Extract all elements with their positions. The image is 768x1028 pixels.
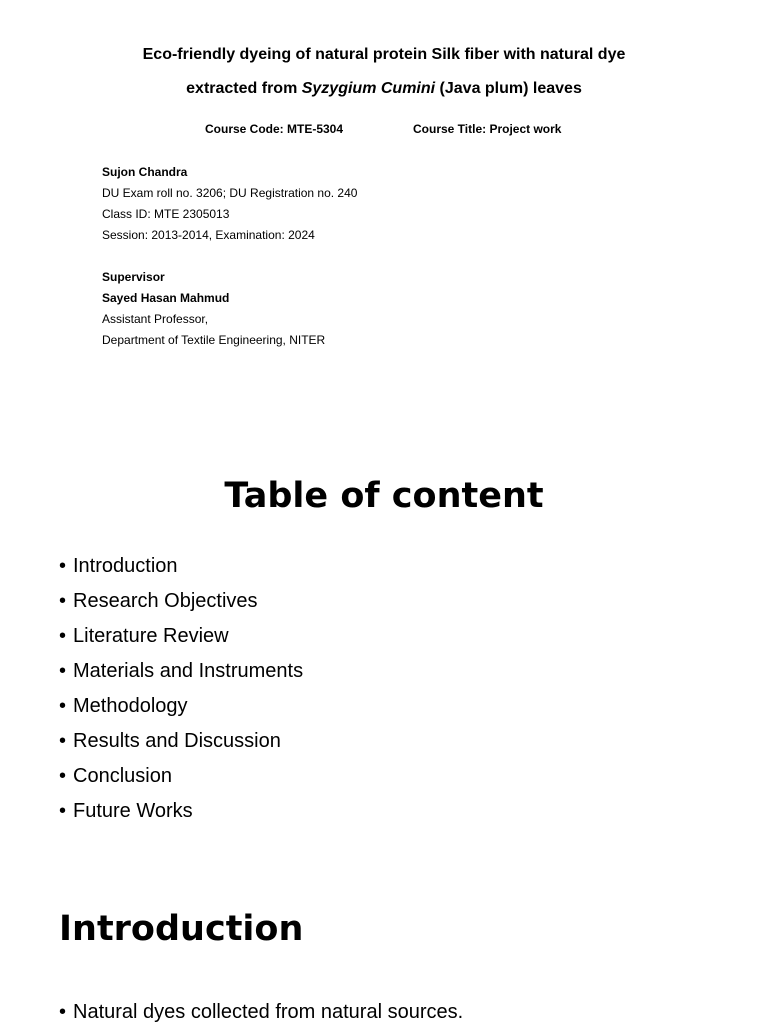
student-info <box>102 162 357 246</box>
toc-item-research-objectives <box>59 584 303 619</box>
toc-item-label: Methodology <box>73 695 188 717</box>
toc-item-results-and-discussion <box>59 724 303 759</box>
toc-item-label: Introduction <box>73 555 178 577</box>
bullet-icon: • <box>59 695 67 717</box>
introduction-heading: Introduction <box>59 909 304 949</box>
supervisor-label: Supervisor <box>102 270 165 284</box>
bullet-icon: • <box>59 730 67 752</box>
title-suffix: (Java plum) leaves <box>435 80 582 97</box>
toc-item-conclusion <box>59 759 303 794</box>
student-class-id: Class ID: MTE 2305013 <box>102 207 230 221</box>
toc-item-literature-review <box>59 619 303 654</box>
bullet-icon: • <box>59 765 67 787</box>
toc-item-materials-and-instruments <box>59 654 303 689</box>
toc-item-label: Conclusion <box>73 765 172 787</box>
bullet-icon: • <box>59 660 67 682</box>
toc-item-label: Research Objectives <box>73 590 258 612</box>
supervisor-name: Sayed Hasan Mahmud <box>102 291 230 305</box>
toc-item-introduction <box>59 549 303 584</box>
supervisor-position: Assistant Professor, <box>102 312 209 326</box>
course-code: Course Code: MTE-5304 <box>205 122 344 136</box>
toc-item-label: Literature Review <box>73 625 229 647</box>
title-prefix: extracted from <box>186 80 302 97</box>
student-session: Session: 2013-2014, Examination: 2024 <box>102 228 315 242</box>
title-species-name: Syzygium Cumini <box>301 80 436 97</box>
introduction-item <box>59 996 463 1028</box>
toc-item-label: Materials and Instruments <box>73 660 304 682</box>
bullet-icon: • <box>59 625 67 647</box>
student-exam-info: DU Exam roll no. 3206; DU Registration no. 240 <box>102 186 358 200</box>
bullet-icon: • <box>59 1001 67 1023</box>
toc-heading: Table of content <box>224 476 544 516</box>
introduction-list <box>59 996 463 1028</box>
toc-item-label: Future Works <box>73 800 193 822</box>
introduction-item-text: Natural dyes collected from natural sources. <box>73 1001 464 1023</box>
toc-list <box>59 549 303 829</box>
document-title-line-1: Eco-friendly dyeing of natural protein Silk fiber with natural dye <box>142 46 626 63</box>
toc-item-future-works <box>59 794 303 829</box>
bullet-icon: • <box>59 555 67 577</box>
supervisor-department: Department of Textile Engineering, NITER <box>102 333 326 347</box>
toc-item-methodology <box>59 689 303 724</box>
bullet-icon: • <box>59 590 67 612</box>
supervisor-info <box>102 267 325 351</box>
toc-item-label: Results and Discussion <box>73 730 281 752</box>
course-title: Course Title: Project work <box>413 122 562 136</box>
student-name: Sujon Chandra <box>102 165 188 179</box>
document-title-line-2 <box>0 79 768 99</box>
bullet-icon: • <box>59 800 67 822</box>
